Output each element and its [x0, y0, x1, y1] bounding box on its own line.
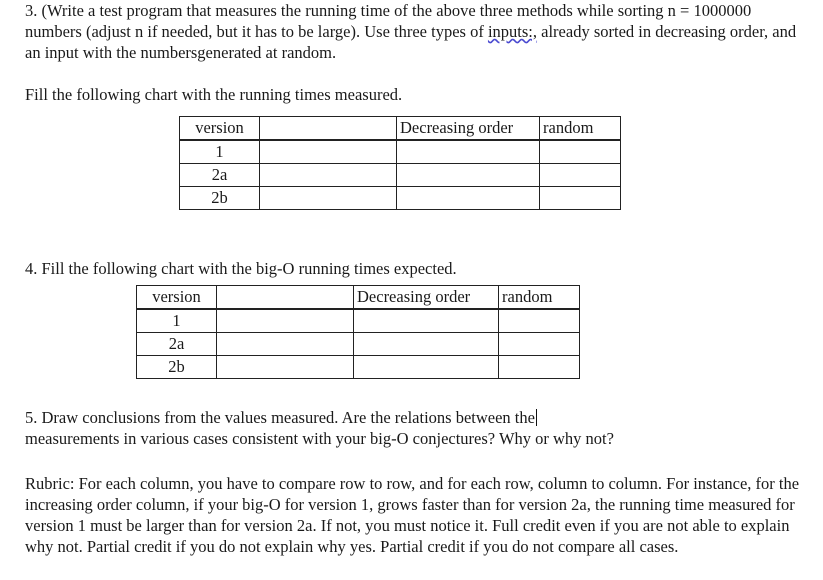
row-version-2a[interactable]: 2a [180, 164, 260, 187]
question-3 [25, 0, 805, 63]
table-row [180, 140, 621, 164]
table-row [137, 309, 580, 333]
header-random[interactable]: random [540, 117, 621, 141]
question-5-line-2: measurements in various cases consistent with your big-O conjectures? Why or why not? [25, 429, 614, 448]
row-version-1[interactable]: 1 [180, 140, 260, 164]
question-5-line-1: 5. Draw conclusions from the values measured. Are the relations between the [25, 408, 535, 427]
header-blank[interactable] [260, 117, 397, 141]
table-cell[interactable] [354, 333, 499, 356]
table-cell[interactable] [540, 140, 621, 164]
rubric-paragraph: Rubric: For each column, you have to compare row to row, and for each row, column to column. For instance, for the increasing order column, if your big-O for version 1, grows faster than for version 2a, the running time measured for version 1 must be larger than for version 2a. If not, you must notice it. Full credit even if you are not able to explain why not. Partial credit if you do not explain why yes. Partial credit if you do not compare all cases. [25, 474, 800, 556]
row-version-2b[interactable]: 2b [180, 187, 260, 210]
table-cell[interactable] [260, 164, 397, 187]
table-cell[interactable] [354, 356, 499, 379]
header-version[interactable]: version [180, 117, 260, 141]
header-random[interactable]: random [499, 286, 580, 310]
table-row [137, 356, 580, 379]
table-cell[interactable] [354, 309, 499, 333]
table-cell[interactable] [397, 187, 540, 210]
table-cell[interactable] [499, 309, 580, 333]
table-cell[interactable] [260, 140, 397, 164]
header-blank[interactable] [217, 286, 354, 310]
table-cell[interactable] [260, 187, 397, 210]
running-times-table [179, 116, 621, 210]
question-5 [25, 407, 805, 449]
row-version-2a[interactable]: 2a [137, 333, 217, 356]
table-cell[interactable] [397, 140, 540, 164]
table-cell[interactable] [217, 333, 354, 356]
text-cursor [536, 409, 537, 426]
table-cell[interactable] [499, 356, 580, 379]
table-header-row [137, 286, 580, 310]
table-cell[interactable] [217, 356, 354, 379]
table-cell[interactable] [540, 164, 621, 187]
fill-running-times-instruction: Fill the following chart with the running times measured. [25, 85, 403, 104]
table-row [137, 333, 580, 356]
header-version[interactable]: version [137, 286, 217, 310]
question-3-text: 3. (Write a test program that measures the running time of the above three methods while sorting n = 1000000 numbers (adjust n if needed, but it has to be large). Use three types of [25, 1, 752, 41]
header-decreasing-order[interactable]: Decreasing order [397, 117, 540, 141]
table-cell[interactable] [217, 309, 354, 333]
row-version-2b[interactable]: 2b [137, 356, 217, 379]
big-o-table [136, 285, 580, 379]
header-decreasing-order[interactable]: Decreasing order [354, 286, 499, 310]
question-3-text-end: already sorted in decreasing order, and an input with the numbersgenerated at random. [25, 22, 797, 62]
table-cell[interactable] [499, 333, 580, 356]
question-4: 4. Fill the following chart with the big-O running times expected. [25, 259, 457, 278]
table-row [180, 187, 621, 210]
table-header-row [180, 117, 621, 141]
table-row [180, 164, 621, 187]
table-cell[interactable] [397, 164, 540, 187]
inputs-spelling-underline: inputs:, [487, 22, 538, 41]
row-version-1[interactable]: 1 [137, 309, 217, 333]
table-cell[interactable] [540, 187, 621, 210]
